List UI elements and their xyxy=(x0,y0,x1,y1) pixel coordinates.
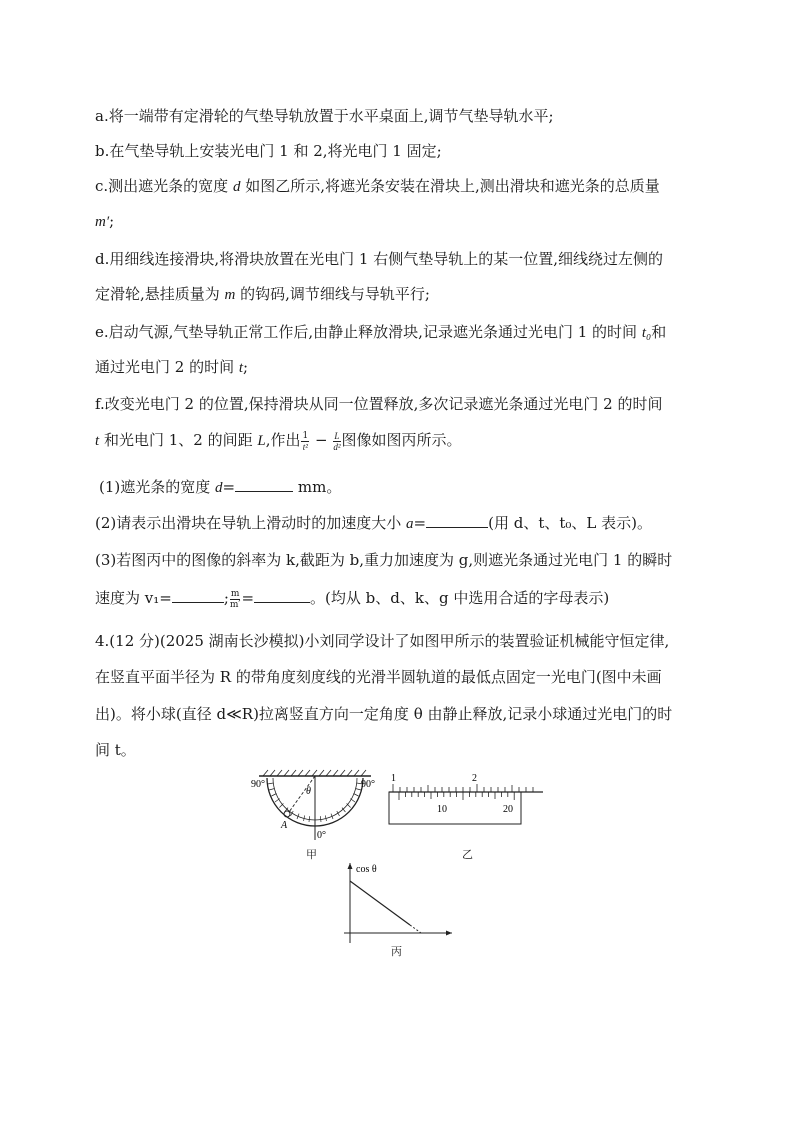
main-scale-label-2: 2 xyxy=(472,773,477,784)
frac-den: d² xyxy=(333,441,341,452)
step-e-text-3: 通过光电门 2 的时间 xyxy=(95,358,239,376)
var-t: t xyxy=(95,433,100,449)
equals: = xyxy=(413,514,427,532)
var-d: d xyxy=(232,179,241,195)
label-0-deg: 0° xyxy=(317,830,326,841)
x-axis-arrow xyxy=(446,931,452,936)
q2-text: (2)请表示出滑块在导轨上滑动时的加速度大小 xyxy=(95,514,407,532)
var-d: d xyxy=(215,480,223,496)
fraction-L-over-d2 xyxy=(333,431,340,452)
step-d-line1: d.用细线连接滑块,将滑块放置在光电门 1 右侧气垫导轨上的某一位置,细线绕过左侧的 xyxy=(95,250,663,268)
frac-num: 1 xyxy=(302,430,309,441)
label-A: A xyxy=(281,820,288,831)
question-3-line1: (3)若图丙中的图像的斜率为 k,截距为 b,重力加速度为 g,则遮光条通过光电门 1 的瞬时 xyxy=(95,551,673,569)
step-f-text-3: 图像如图丙所示。 xyxy=(341,431,462,449)
step-e-text: e.启动气源,气垫导轨正常工作后,由静止释放滑块,记录遮光条通过光电门 1 的时间 xyxy=(95,323,642,341)
step-f-text-2: ,作出 xyxy=(265,431,301,449)
problem-4-line3: 出)。将小球(直径 d≪R)拉离竖直方向一定角度 θ 由静止释放,记录小球通过光电门的时 xyxy=(95,705,673,723)
question-3-line2 xyxy=(95,588,609,610)
data-line xyxy=(350,881,410,925)
data-line-extension xyxy=(410,925,421,933)
figure-yi-vernier-caliper xyxy=(385,770,545,830)
frac-den: m′ xyxy=(229,599,241,610)
step-e-line1 xyxy=(95,322,666,343)
step-c-text-2: 如图乙所示,将遮光条安装在滑块上,测出滑块和遮光条的总质量 xyxy=(240,177,660,195)
step-e-line2 xyxy=(95,357,248,378)
var-a: a xyxy=(406,516,414,532)
main-scale-label-1: 1 xyxy=(391,773,396,784)
semicolon: ; xyxy=(109,212,115,230)
q1-unit: mm。 xyxy=(293,478,342,496)
step-c-line1 xyxy=(95,176,660,197)
var-m: m xyxy=(224,287,236,303)
vernier-label-20: 20 xyxy=(503,804,513,815)
vernier-label-10: 10 xyxy=(437,804,447,815)
main-scale-ticks xyxy=(393,784,533,792)
label-90-right: 90° xyxy=(361,779,375,790)
var-t: t xyxy=(238,360,244,376)
q2-text-2: (用 d、t、t₀、L 表示)。 xyxy=(488,514,652,532)
semicolon: ; xyxy=(223,589,229,607)
equals: = xyxy=(222,478,236,496)
figure-bing-graph xyxy=(338,857,458,947)
step-f-line2 xyxy=(95,430,462,452)
semicolon: ; xyxy=(243,358,249,376)
q1-text: (1)遮光条的宽度 xyxy=(99,478,216,496)
label-theta: θ xyxy=(306,786,311,797)
frac-num: L xyxy=(334,430,340,441)
minus-sign: − xyxy=(310,431,333,449)
step-d-line2 xyxy=(95,284,430,305)
answer-blank-4[interactable] xyxy=(254,588,310,603)
step-f-text: 和光电门 1、2 的间距 xyxy=(99,431,258,449)
vernier-ticks xyxy=(399,792,514,800)
answer-blank-3[interactable] xyxy=(172,588,224,603)
step-d-text: 定滑轮,悬挂质量为 xyxy=(95,285,225,303)
step-c-line2 xyxy=(95,211,114,232)
caption-bing: 丙 xyxy=(391,945,402,958)
question-2 xyxy=(95,513,652,534)
frac-den: t² xyxy=(302,441,308,452)
answer-blank-1[interactable] xyxy=(235,477,293,492)
step-a: a.将一端带有定滑轮的气垫导轨放置于水平桌面上,调节气垫导轨水平; xyxy=(95,107,554,125)
answer-blank-2[interactable] xyxy=(426,513,488,528)
var-L: L xyxy=(257,433,266,449)
step-c-text: c.测出遮光条的宽度 xyxy=(95,177,233,195)
step-b: b.在气垫导轨上安装光电门 1 和 2,将光电门 1 固定; xyxy=(95,142,442,160)
step-e-text-2: 和 xyxy=(651,323,667,341)
step-d-text-2: 的钩码,调节细线与导轨平行; xyxy=(235,285,430,303)
step-f-line1: f.改变光电门 2 的位置,保持滑块从同一位置释放,多次记录遮光条通过光电门 2 的时间 xyxy=(95,395,663,413)
q3-text-2: 。(均从 b、d、k、g 中选用合适的字母表示) xyxy=(310,589,610,607)
hatch-marks xyxy=(263,770,366,776)
var-t0: t₀ xyxy=(641,325,652,341)
caption-yi: 乙 xyxy=(462,848,473,861)
fraction-1-over-t2 xyxy=(301,431,309,452)
frac-num: m xyxy=(230,588,240,599)
figure-jia-semicircle xyxy=(245,768,385,848)
y-axis-arrow xyxy=(348,863,353,869)
label-90-left: 90° xyxy=(251,779,265,790)
equals: = xyxy=(241,589,255,607)
problem-4-line2: 在竖直平面半径为 R 的带角度刻度线的光滑半圆轨道的最低点固定一光电门(图中未画 xyxy=(95,668,662,686)
pendulum-line xyxy=(289,776,315,812)
question-1 xyxy=(99,477,341,498)
fraction-m-over-m-prime xyxy=(230,589,241,610)
q3-text: 速度为 v₁= xyxy=(95,589,172,607)
problem-4-line4: 间 t。 xyxy=(95,741,136,759)
y-axis-label: cos θ xyxy=(356,864,377,875)
problem-4-line1: 4.(12 分)(2025 湖南长沙模拟)小刘同学设计了如图甲所示的装置验证机械能守恒定律, xyxy=(95,632,670,650)
caption-jia: 甲 xyxy=(306,848,317,861)
ball-A xyxy=(284,811,290,817)
var-m-prime: m′ xyxy=(95,214,110,230)
